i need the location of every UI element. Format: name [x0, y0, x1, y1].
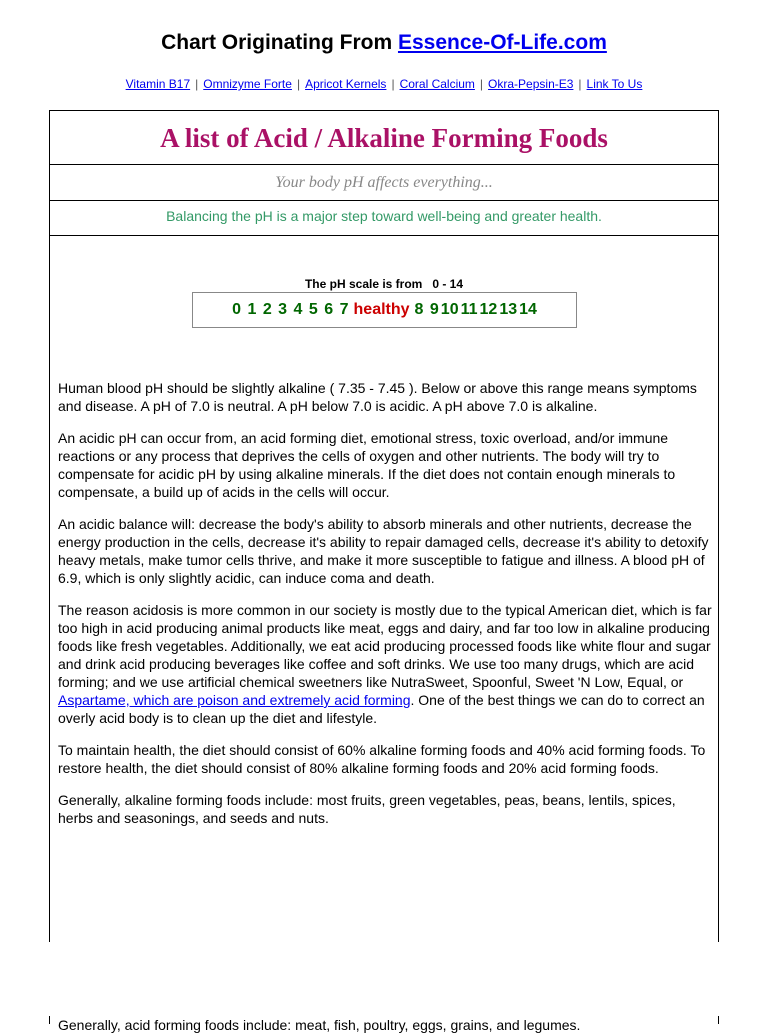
balance-text: Balancing the pH is a major step toward well-being and greater health. [166, 208, 602, 224]
nav-link-apricot-kernels[interactable]: Apricot Kernels [305, 77, 387, 91]
content-border-right [718, 236, 719, 942]
title-table [49, 110, 719, 236]
ph-value: 12 [479, 301, 498, 318]
nav-link-omnizyme-forte[interactable]: Omnizyme Forte [203, 77, 292, 91]
acidosis-text-after: . One of the best things we can do to correct an overly acid body is to clean up the diet and lifestyle. [58, 692, 705, 726]
nav-link-link-to-us[interactable]: Link To Us [586, 77, 643, 91]
page-title: A list of Acid / Alkaline Forming Foods [160, 123, 608, 153]
nav-link-okra-pepsin-e3[interactable]: Okra-Pepsin-E3 [488, 77, 574, 91]
ph-value: 4 [293, 301, 303, 318]
ph-value: 9 [429, 301, 439, 318]
ph-value: 1 [247, 301, 257, 318]
header-title [0, 31, 768, 55]
nav-separator: | [195, 77, 199, 91]
nav-separator: | [296, 77, 301, 91]
top-nav [0, 77, 768, 91]
ph-value: 7 [339, 301, 349, 318]
ph-scale-box [192, 292, 577, 328]
ph-value: 11 [460, 301, 478, 318]
content-border-left [49, 236, 50, 942]
ph-value: 8 [414, 301, 424, 318]
ph-value: 3 [278, 301, 288, 318]
header-prefix: Chart Originating From [161, 31, 398, 54]
second-table-border-left [49, 1016, 50, 1024]
essence-of-life-link[interactable]: Essence-Of-Life.com [397, 31, 607, 54]
paragraph-maintain-health: To maintain health, the diet should consist of 60% alkaline forming foods and 40% acid forming foods. To restore health, the diet should consist of 80% alkaline forming foods and 20% acid forming foods. [58, 742, 706, 776]
paragraph-acidosis [58, 601, 714, 727]
ph-value: 13 [499, 301, 518, 318]
ph-value: 5 [308, 301, 318, 318]
ph-scale-caption: The pH scale is from 0 - 14 [304, 277, 464, 291]
paragraph-blood-ph: Human blood pH should be slightly alkaline ( 7.35 - 7.45 ). Below or above this range means symptoms and disease. A pH of 7.0 is neutral. A pH below 7.0 is acidic. A pH above 7.0 is alkaline. [58, 380, 697, 414]
acid-foods-text: Generally, acid forming foods include: meat, fish, poultry, eggs, grains, and legumes. [58, 1017, 581, 1033]
nav-link-coral-calcium[interactable]: Coral Calcium [399, 77, 475, 91]
ph-value: 0 [232, 301, 241, 318]
aspartame-link[interactable]: Aspartame, which are poison and extremely acid forming [58, 692, 411, 708]
nav-separator: | [391, 77, 395, 91]
tagline: Your body pH affects everything... [275, 174, 493, 191]
tagline-row [50, 165, 718, 201]
second-table-border-right [718, 1016, 719, 1024]
ph-value: 2 [262, 301, 272, 318]
nav-separator: | [578, 77, 582, 91]
nav-link-vitamin-b17[interactable]: Vitamin B17 [125, 77, 191, 91]
balance-row [50, 201, 718, 235]
paragraph-acidic-effects: An acidic balance will: decrease the body's ability to absorb minerals and other nutrients, decrease the energy production in the cells, decrease it's ability to repair damaged cells, decrease it's ability to detoxify heavy metals, make tumor cells thrive, and make it more susceptible to fatigue and illness. A blood pH of 6.9, which is only slightly acidic, can induce coma and death. [58, 516, 709, 586]
paragraph-alkaline-foods: Generally, alkaline forming foods include: most fruits, green vegetables, peas, beans, lentils, spices, herbs and seasonings, and seeds and nuts. [58, 792, 676, 826]
ph-value: 14 [519, 301, 537, 318]
ph-value: 6 [324, 301, 334, 318]
ph-value: 10 [440, 301, 459, 318]
title-row [50, 111, 718, 165]
nav-separator: | [479, 77, 484, 91]
acidosis-text-before: The reason acidosis is more common in our society is mostly due to the typical American diet, which is far too high in acid producing animal products like meat, eggs and dairy, and far too low in alkaline producing foods like fresh vegetables. Additionally, we eat acid producing processed foods like white flour and sugar and drink acid producing beverages like coffee and soft drinks. We use too many drugs, which are acid forming; and we use artificial chemical sweetners like NutraSweet, Spoonful, Sweet 'N Low, Equal, or [58, 602, 712, 690]
article-body [58, 379, 714, 841]
ph-healthy-label: healthy [353, 301, 410, 318]
paragraph-acidic-causes: An acidic pH can occur from, an acid forming diet, emotional stress, toxic overload, and/or immune reactions or any process that deprives the cells of oxygen and other nutrients. The body will try to compensate for acidic pH by using alkaline minerals. If the diet does not contain enough minerals to compensate, a build up of acids in the cells will occur. [58, 430, 676, 500]
